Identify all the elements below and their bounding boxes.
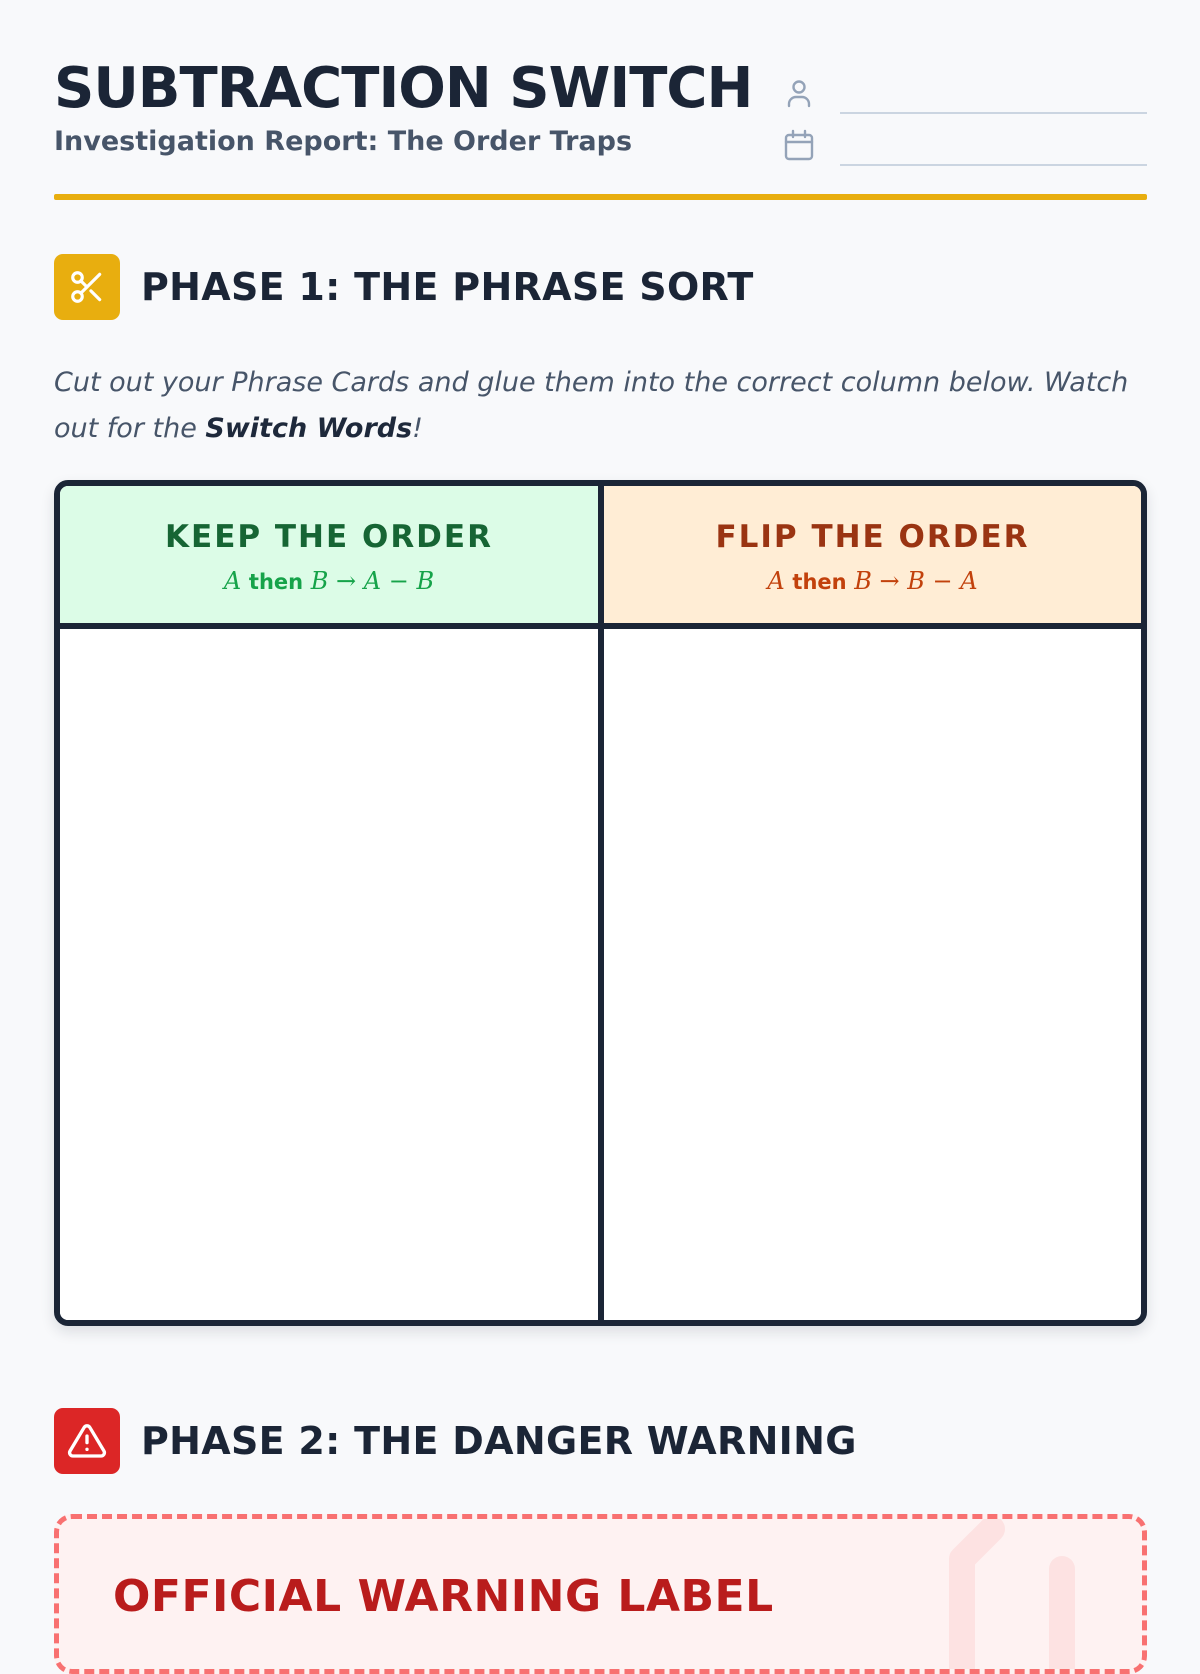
formula-rest: B → B − A [854, 567, 978, 595]
keep-order-formula [60, 566, 598, 597]
header-divider [54, 194, 1147, 200]
flip-order-formula [604, 566, 1141, 597]
keep-order-title: KEEP THE ORDER [165, 519, 493, 555]
formula-then: then [248, 570, 304, 594]
name-field[interactable] [782, 74, 1147, 114]
instructions-end: ! [412, 413, 423, 444]
phase1-title: PHASE 1: THE PHRASE SORT [141, 265, 754, 309]
flip-order-title: FLIP THE ORDER [715, 519, 1030, 555]
date-line [840, 164, 1147, 166]
official-warning-box [54, 1514, 1147, 1674]
user-icon [782, 76, 816, 110]
formula-a: A [767, 567, 785, 595]
keep-order-column [60, 486, 598, 1320]
keep-order-header [60, 486, 598, 629]
warning-icon [67, 1421, 107, 1461]
flip-order-header [604, 486, 1141, 629]
flip-order-column [604, 486, 1141, 1320]
phase2-title: PHASE 2: THE DANGER WARNING [141, 1419, 857, 1463]
flip-order-drop-area[interactable] [604, 629, 1141, 1320]
phrase-sort-table [54, 480, 1147, 1326]
phase1-badge [54, 254, 120, 320]
phase2-header [54, 1408, 1147, 1474]
switch-words-emphasis: Switch Words [205, 413, 413, 444]
scissors-icon [68, 268, 106, 306]
formula-a: A [223, 567, 242, 595]
warning-label-title: OFFICIAL WARNING LABEL [113, 1571, 774, 1622]
formula-rest: B → A − B [310, 567, 435, 595]
worksheet-header [54, 56, 1147, 200]
phase2-badge [54, 1408, 120, 1474]
keep-order-drop-area[interactable] [60, 629, 598, 1320]
warning-watermark-icon [922, 1514, 1122, 1674]
instructions-text: Cut out your Phrase Cards and glue them into the correct column below. Watch out for the [54, 367, 1129, 444]
date-field[interactable] [782, 126, 1147, 166]
worksheet-title: SUBTRACTION SWITCH [54, 56, 753, 121]
worksheet-subtitle: Investigation Report: The Order Traps [54, 126, 633, 157]
formula-then: then [792, 570, 847, 594]
phase1-instructions [54, 360, 1147, 452]
calendar-icon [782, 128, 816, 162]
phase1-header [54, 254, 1147, 320]
name-line [840, 112, 1147, 114]
